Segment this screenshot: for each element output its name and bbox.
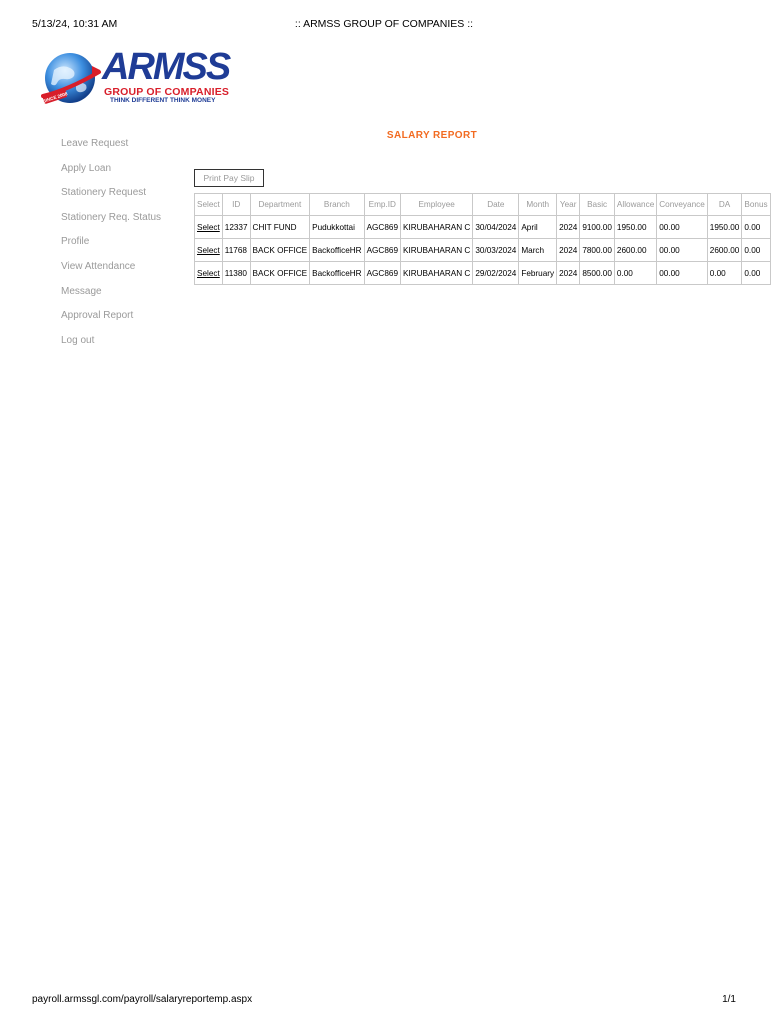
select-row-link[interactable]: Select [197, 245, 220, 255]
cell-id: 12337 [222, 216, 250, 239]
select-row-link[interactable]: Select [197, 268, 220, 278]
sidebar-item-message[interactable]: Message [61, 285, 102, 297]
cell-employee: KIRUBAHARAN C [401, 239, 473, 262]
column-header-department: Department [250, 194, 310, 216]
salary-table [194, 193, 771, 285]
company-logo [40, 46, 240, 108]
print-date: 5/13/24, 10:31 AM [32, 18, 118, 30]
cell-basic: 8500.00 [580, 262, 615, 285]
page-url: payroll.armssgl.com/payroll/salaryreportemp.aspx [32, 994, 253, 1005]
cell-bonus: 0.00 [742, 216, 770, 239]
cell-date: 30/04/2024 [473, 216, 519, 239]
cell-da: 1950.00 [707, 216, 742, 239]
column-header-employee: Employee [401, 194, 473, 216]
column-header-emp-id: Emp.ID [364, 194, 400, 216]
cell-id: 11380 [222, 262, 250, 285]
cell-da: 0.00 [707, 262, 742, 285]
column-header-conveyance: Conveyance [657, 194, 708, 216]
cell-allowance: 1950.00 [614, 216, 656, 239]
cell-date: 30/03/2024 [473, 239, 519, 262]
cell-da: 2600.00 [707, 239, 742, 262]
sidebar-item-profile[interactable]: Profile [61, 236, 90, 248]
cell-date: 29/02/2024 [473, 262, 519, 285]
cell-conveyance: 00.00 [657, 216, 708, 239]
table-row [195, 262, 771, 285]
cell-allowance: 2600.00 [614, 239, 656, 262]
cell-department: BACK OFFICE [250, 239, 310, 262]
column-header-branch: Branch [310, 194, 364, 216]
table-header-row [195, 194, 771, 216]
cell-emp-id: AGC869 [364, 262, 400, 285]
logo-tagline: THINK DIFFERENT THINK MONEY [110, 97, 216, 104]
column-header-id: ID [222, 194, 250, 216]
sidebar-item-logout[interactable]: Log out [61, 334, 95, 346]
sidebar-item-stationery-status[interactable]: Stationery Req. Status [61, 211, 162, 223]
column-header-bonus: Bonus [742, 194, 770, 216]
logo-wordmark: ARMSS [102, 46, 230, 88]
table-row [195, 216, 771, 239]
column-header-allowance: Allowance [614, 194, 656, 216]
cell-year: 2024 [557, 239, 580, 262]
cell-allowance: 0.00 [614, 262, 656, 285]
report-title: SALARY REPORT [386, 130, 478, 141]
cell-emp-id: AGC869 [364, 216, 400, 239]
sidebar-item-apply-loan[interactable]: Apply Loan [61, 162, 112, 174]
logo-subtitle: GROUP OF COMPANIES [104, 86, 230, 98]
cell-bonus: 0.00 [742, 239, 770, 262]
cell-basic: 7800.00 [580, 239, 615, 262]
cell-employee: KIRUBAHARAN C [401, 216, 473, 239]
print-pay-slip-button[interactable]: Print Pay Slip [194, 169, 264, 187]
print-page-title: :: ARMSS GROUP OF COMPANIES :: [294, 18, 474, 30]
cell-month: April [519, 216, 557, 239]
sidebar-item-leave-request[interactable]: Leave Request [61, 138, 129, 149]
cell-year: 2024 [557, 262, 580, 285]
print-header [32, 18, 736, 32]
cell-basic: 9100.00 [580, 216, 615, 239]
select-row-link[interactable]: Select [197, 222, 220, 232]
logo-badge: SINCE 2008 [42, 91, 69, 104]
column-header-month: Month [519, 194, 557, 216]
cell-employee: KIRUBAHARAN C [401, 262, 473, 285]
column-header-basic: Basic [580, 194, 615, 216]
cell-department: BACK OFFICE [250, 262, 310, 285]
column-header-select: Select [195, 194, 223, 216]
cell-month: March [519, 239, 557, 262]
cell-conveyance: 00.00 [657, 262, 708, 285]
salary-table-container [194, 193, 768, 285]
cell-department: CHIT FUND [250, 216, 310, 239]
column-header-year: Year [557, 194, 580, 216]
cell-emp-id: AGC869 [364, 239, 400, 262]
globe-logo-icon [40, 50, 102, 108]
column-header-da: DA [707, 194, 742, 216]
cell-id: 11768 [222, 239, 250, 262]
cell-year: 2024 [557, 216, 580, 239]
table-row [195, 239, 771, 262]
sidebar-nav [61, 137, 161, 358]
page-number: 1/1 [722, 994, 736, 1005]
sidebar-item-stationery-request[interactable]: Stationery Request [61, 187, 147, 199]
column-header-date: Date [473, 194, 519, 216]
cell-branch: Pudukkottai [310, 216, 364, 239]
sidebar-item-view-attendance[interactable]: View Attendance [61, 260, 136, 272]
cell-conveyance: 00.00 [657, 239, 708, 262]
print-footer [32, 994, 736, 1008]
cell-month: February [519, 262, 557, 285]
cell-branch: BackofficeHR [310, 239, 364, 262]
cell-branch: BackofficeHR [310, 262, 364, 285]
cell-bonus: 0.00 [742, 262, 770, 285]
sidebar-item-approval-report[interactable]: Approval Report [61, 310, 134, 322]
